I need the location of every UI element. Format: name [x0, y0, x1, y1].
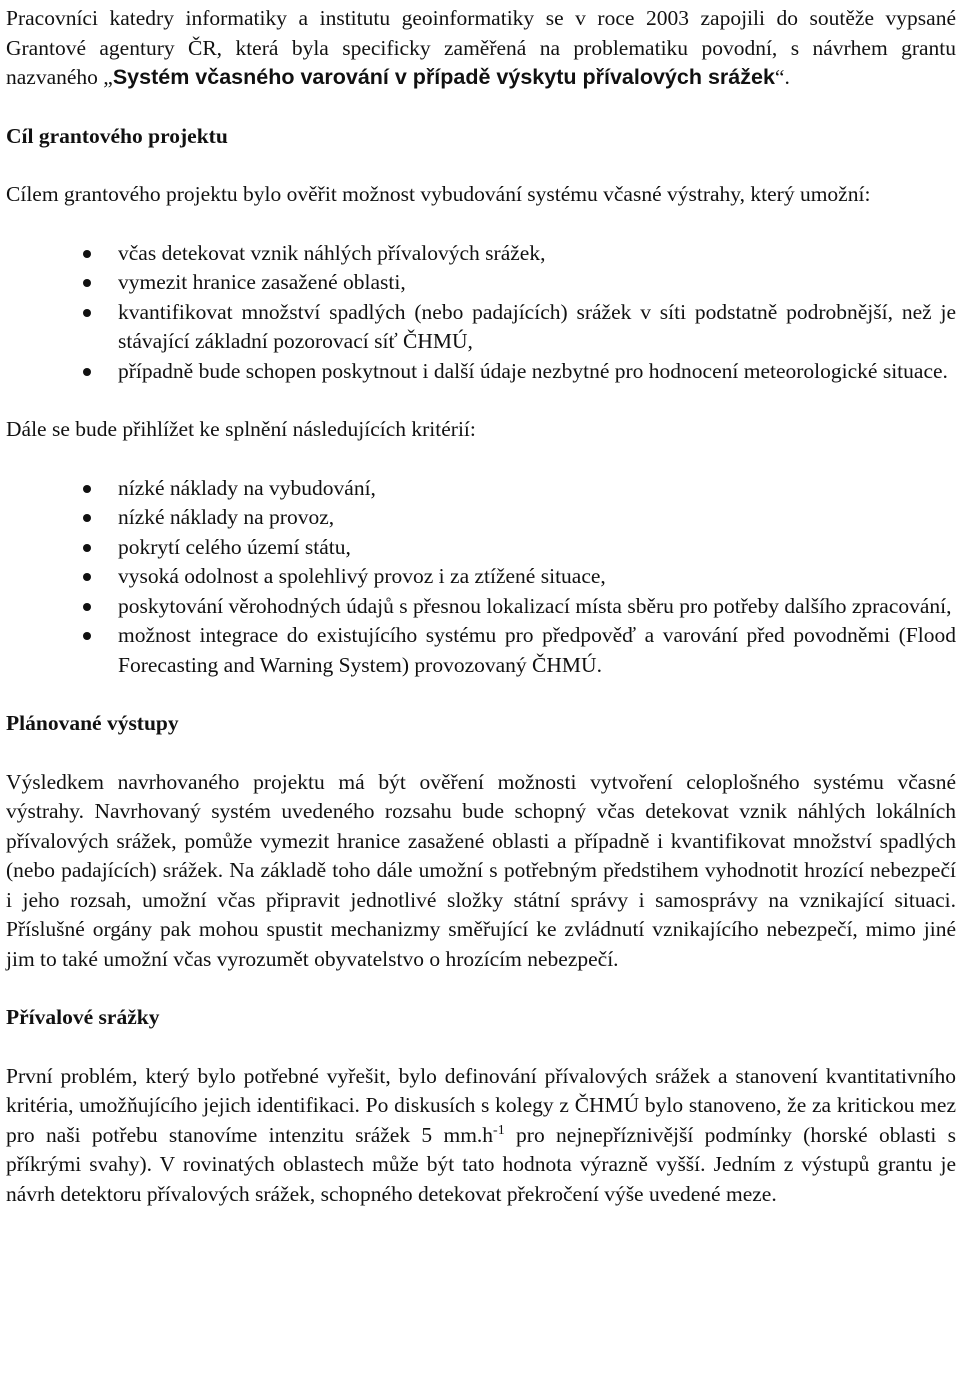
intro-text-before: Pracovníci katedry informatiky a institutu geoinformatiky se v roce 2003 zapojili do soutěže vypsané Grantové agentury ČR, která byla specificky zaměřená na problematiku povodní, s návrhem grantu nazvaného „	[6, 6, 956, 89]
grant-title: Systém včasného varování v případě výskytu přívalových srážek	[112, 65, 775, 89]
list-item: kvantifikovat množství spadlých (nebo padajících) srážek v síti podstatně podrobnější, než je stávající základní pozorovací síť ČHMÚ,	[6, 298, 956, 357]
intro-paragraph	[6, 4, 956, 93]
section-srazky-paragraph	[6, 1062, 956, 1210]
list-item: nízké náklady na provoz,	[6, 503, 956, 533]
section-heading-srazky: Přívalové srážky	[6, 1005, 160, 1029]
list-item: včas detekovat vznik náhlých přívalových srážek,	[6, 239, 956, 269]
section-vystupy-paragraph: Výsledkem navrhovaného projektu má být ověření možnosti vytvoření celoplošného systému včasné výstrahy. Navrhovaný systém uvedeného rozsahu bude schopný včas detekovat vznik náhlých lokálních přívalových srážek, pomůže vymezit hranice zasažené oblasti a případně i kvantifikovat množství spadlých (nebo padajících) srážek. Na základě toho dále umožní s potřebným předstihem vyhodnotit hrozící nebezpečí i jeho rozsah, umožní včas připravit jednotlivé složky státní správy i samosprávy na vznikající situaci. Příslušné orgány pak mohou spustit mechanizmy směřující ke zvládnutí vznikajícího nebezpečí, mimo jiné jim to také umožní včas vyrozumět obyvatelstvo o hrozícím nebezpečí.	[6, 769, 956, 971]
list-item: poskytování věrohodných údajů s přesnou lokalizací místa sběru pro potřeby dalšího zpracování,	[6, 592, 956, 622]
unit-superscript: -1	[493, 1122, 505, 1138]
srazky-text-before: První problém, který bylo potřebné vyřešit, bylo definování přívalových srážek a stanovení kvantitativního kritéria, umožňujícího jejich identifikaci. Po diskusích s kolegy z ČHMÚ bylo stanoveno, že za kritickou mez pro naši potřebu stanovíme intenzitu srážek 5 mm.h	[6, 1063, 956, 1147]
criteria-list	[6, 474, 956, 681]
intro-text-after: “.	[774, 65, 790, 89]
srazky-text-after: pro nejnepříznivější podmínky (horské oblasti s příkrými svahy). V rovinatých oblastech může být tato hodnota výrazně vyšší. Jedním z výstupů grantu je návrh detektoru přívalových srážek, schopného detekovat překročení výše uvedené meze.	[6, 1122, 956, 1206]
document-page	[6, 4, 956, 1209]
list-item: vysoká odolnost a spolehlivý provoz i za ztížené situace,	[6, 562, 956, 592]
section-cil-paragraph: Cílem grantového projektu bylo ověřit možnost vybudování systému včasné výstrahy, který umožní:	[6, 182, 871, 206]
section-heading-vystupy: Plánované výstupy	[6, 711, 179, 735]
goals-list	[6, 239, 956, 387]
criteria-intro-paragraph: Dále se bude přihlížet ke splnění následujících kritérií:	[6, 417, 476, 441]
section-heading-cil: Cíl grantového projektu	[6, 123, 228, 148]
list-item: případně bude schopen poskytnout i další údaje nezbytné pro hodnocení meteorologické situace.	[6, 357, 956, 387]
list-item: vymezit hranice zasažené oblasti,	[6, 268, 956, 298]
list-item: možnost integrace do existujícího systému pro předpověď a varování před povodněmi (Flood Forecasting and Warning System) provozovaný ČHMÚ.	[6, 621, 956, 680]
list-item: pokrytí celého území státu,	[6, 533, 956, 563]
list-item: nízké náklady na vybudování,	[6, 474, 956, 504]
